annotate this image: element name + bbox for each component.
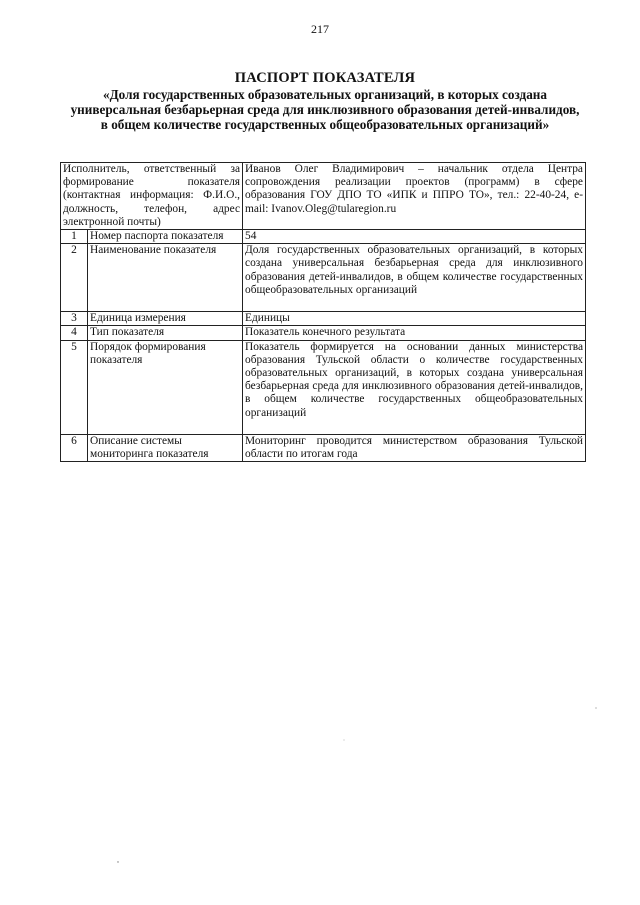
table-row (61, 244, 586, 312)
executor-label: Исполнитель, ответственный за формирование показателя (контактная информация: Ф.И.О., должность, телефон, адрес электронной почты) (61, 163, 243, 230)
executor-value: Иванов Олег Владимирович – начальник отдела Центра сопровождения реализации проектов (программ) в сфере образования ГОУ ДПО ТО «ИПК и ППРО ТО», тел.: 22-40-24, e-mail: Ivanov.Oleg@tularegion.ru (243, 163, 586, 230)
row-name: Описание системы мониторинга показателя (88, 434, 243, 461)
row-name: Единица измерения (88, 312, 243, 326)
row-value: Доля государственных образовательных организаций, в которых создана универсальная безбарьерная среда для инклюзивного образования детей-инвалидов, в общем количестве государственных общеобразовательных организаций (243, 244, 586, 312)
table-row (61, 326, 586, 340)
table-row (61, 312, 586, 326)
document-title: ПАСПОРТ ПОКАЗАТЕЛЯ (234, 70, 416, 86)
row-value: Единицы (243, 312, 586, 326)
row-name: Порядок формирования показателя (88, 340, 243, 434)
row-value: Показатель формируется на основании данных министерства образования Тульской области о количестве государственных образовательных организаций, в которых создана универсальная безбарьерная среда для инклюзивного образования детей-инвалидов, в общем количестве государственных общеобразовательных организаций (243, 340, 586, 434)
row-number: 5 (61, 340, 88, 434)
row-number: 2 (61, 244, 88, 312)
table-row (61, 230, 586, 244)
table-row (61, 340, 586, 434)
passport-table (60, 162, 586, 462)
row-number: 4 (61, 326, 88, 340)
scan-speck (595, 707, 596, 708)
indicator-title: «Доля государственных образовательных организаций, в которых создана универсальная безбарьерная среда для инклюзивного образования детей-инвалидов, в общем количестве государственных общеобразовательных организаций» (70, 87, 580, 133)
page-number: 217 (311, 22, 329, 36)
scan-speck (117, 861, 118, 862)
scan-speck (344, 740, 345, 741)
row-number: 3 (61, 312, 88, 326)
row-number: 6 (61, 434, 88, 461)
table-row-executor (61, 163, 586, 230)
row-value: 54 (243, 230, 586, 244)
title-block (70, 70, 580, 133)
row-number: 1 (61, 230, 88, 244)
row-value: Мониторинг проводится министерством образования Тульской области по итогам года (243, 434, 586, 461)
row-name: Наименование показателя (88, 244, 243, 312)
row-value: Показатель конечного результата (243, 326, 586, 340)
row-name: Тип показателя (88, 326, 243, 340)
row-name: Номер паспорта показателя (88, 230, 243, 244)
table-row (61, 434, 586, 461)
